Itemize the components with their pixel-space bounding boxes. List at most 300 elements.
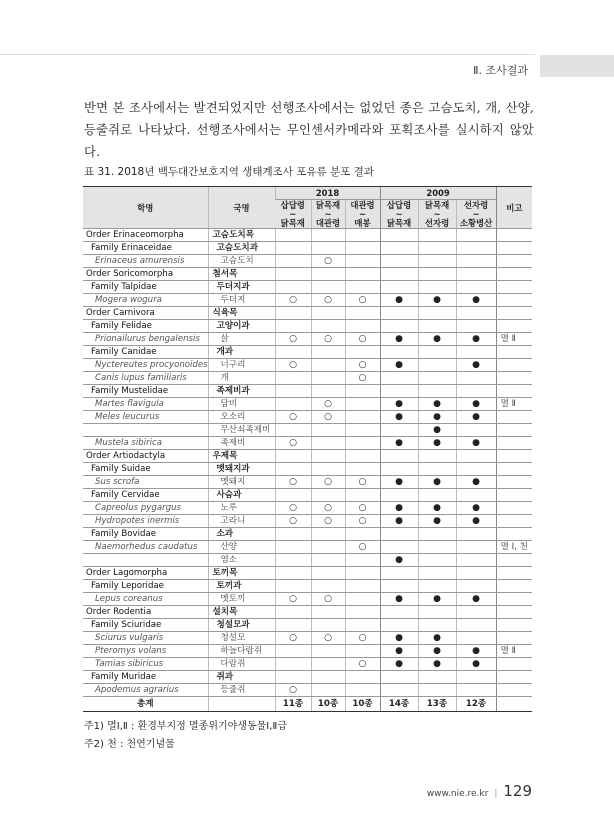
section-label-part: 닭목재 [315, 199, 341, 210]
remarks: 멸 Ⅱ [496, 398, 532, 411]
empty-cell [456, 255, 496, 268]
remarks: 멸 Ⅰ, 천 [496, 541, 532, 554]
remarks [496, 606, 532, 619]
table-row [83, 255, 532, 268]
section-label-part: ~ [324, 208, 332, 219]
remarks [496, 450, 532, 463]
filled-circle-mark: ● [456, 658, 496, 671]
table-row [83, 541, 532, 554]
col-header-section [456, 200, 496, 229]
empty-cell [275, 671, 311, 684]
remarks [496, 619, 532, 632]
korean-name: 우제목 [208, 450, 275, 463]
empty-cell [275, 645, 311, 658]
empty-cell [456, 580, 496, 593]
table-row [83, 450, 532, 463]
empty-cell [456, 372, 496, 385]
filled-circle-mark: ● [418, 476, 456, 489]
empty-cell [345, 463, 380, 476]
remarks [496, 554, 532, 567]
filled-circle-mark: ● [380, 658, 418, 671]
remarks [496, 658, 532, 671]
empty-cell [418, 307, 456, 320]
filled-circle-mark: ● [456, 593, 496, 606]
empty-cell [311, 346, 345, 359]
empty-cell [456, 554, 496, 567]
empty-cell [380, 671, 418, 684]
empty-cell [311, 658, 345, 671]
korean-name: 개 [208, 372, 275, 385]
korean-name: 소과 [208, 528, 275, 541]
section-label-part: 선자령 [463, 199, 489, 210]
header-tab-decoration [540, 55, 614, 77]
page-footer [427, 782, 532, 800]
empty-cell [275, 580, 311, 593]
remarks [496, 242, 532, 255]
table-caption: 표 31. 2018년 백두대간보호지역 생태계조사 포유류 분포 결과 [84, 166, 374, 178]
empty-cell [380, 320, 418, 333]
filled-circle-mark: ● [456, 333, 496, 346]
section-label-part: 삽답령 [386, 199, 412, 210]
empty-cell [380, 684, 418, 697]
empty-cell [345, 320, 380, 333]
empty-cell [456, 632, 496, 645]
scientific-name: Family Talpidae [83, 281, 208, 294]
empty-cell [456, 463, 496, 476]
korean-name: 무산쇠족제비 [208, 424, 275, 437]
total-label: 총계 [83, 697, 208, 712]
korean-name: 청설모 [208, 632, 275, 645]
empty-cell [380, 242, 418, 255]
table-row [83, 489, 532, 502]
filled-circle-mark: ● [418, 294, 456, 307]
empty-cell [311, 528, 345, 541]
remarks [496, 424, 532, 437]
remarks [496, 346, 532, 359]
scientific-name: Mustela sibirica [83, 437, 208, 450]
filled-circle-mark: ● [380, 593, 418, 606]
open-circle-mark: ○ [275, 333, 311, 346]
korean-name: 산양 [208, 541, 275, 554]
empty-cell [456, 281, 496, 294]
korean-name: 고슴도치목 [208, 229, 275, 242]
table-row [83, 528, 532, 541]
scientific-name: Family Suidae [83, 463, 208, 476]
filled-circle-mark: ● [380, 515, 418, 528]
table-row [83, 229, 532, 242]
empty-cell [311, 645, 345, 658]
col-header-section [418, 200, 456, 229]
korean-name: 두더지과 [208, 281, 275, 294]
empty-cell [456, 346, 496, 359]
scientific-name: Family Bovidae [83, 528, 208, 541]
korean-name: 담비 [208, 398, 275, 411]
filled-circle-mark: ● [380, 632, 418, 645]
empty-cell [275, 385, 311, 398]
korean-name: 토끼과 [208, 580, 275, 593]
korean-name: 토끼목 [208, 567, 275, 580]
empty-cell [311, 424, 345, 437]
mammal-distribution-table [83, 186, 532, 712]
remarks [496, 528, 532, 541]
empty-cell [311, 671, 345, 684]
filled-circle-mark: ● [456, 294, 496, 307]
scientific-name: Family Mustelidae [83, 385, 208, 398]
empty-cell [418, 684, 456, 697]
filled-circle-mark: ● [418, 437, 456, 450]
empty-cell [380, 229, 418, 242]
remarks [496, 372, 532, 385]
total-count: 12종 [456, 697, 496, 712]
korean-name: 설치목 [208, 606, 275, 619]
empty-cell [380, 307, 418, 320]
section-label-part: ~ [472, 208, 480, 219]
empty-cell [275, 658, 311, 671]
empty-cell [345, 398, 380, 411]
open-circle-mark: ○ [275, 632, 311, 645]
remarks [496, 359, 532, 372]
remarks: 멸 Ⅱ [496, 645, 532, 658]
scientific-name: Tamias sibiricus [83, 658, 208, 671]
empty-cell [456, 541, 496, 554]
korean-name: 하늘다람쥐 [208, 645, 275, 658]
empty-cell [345, 229, 380, 242]
empty-cell [311, 320, 345, 333]
section-label-part: 닭목재 [424, 199, 450, 210]
empty-cell [345, 281, 380, 294]
empty-cell [380, 424, 418, 437]
scientific-name: Mogera wogura [83, 294, 208, 307]
korean-name: 멧돼지 [208, 476, 275, 489]
filled-circle-mark: ● [380, 502, 418, 515]
empty-cell [345, 450, 380, 463]
empty-cell [418, 554, 456, 567]
total-row [83, 697, 532, 712]
scientific-name: Order Lagomorpha [83, 567, 208, 580]
korean-name: 족제비과 [208, 385, 275, 398]
empty-cell [418, 255, 456, 268]
table-row [83, 502, 532, 515]
empty-cell [345, 567, 380, 580]
table-row [83, 242, 532, 255]
empty-cell [380, 619, 418, 632]
korean-name: 고라니 [208, 515, 275, 528]
section-label-part: 대관령 [315, 217, 341, 228]
open-circle-mark: ○ [311, 502, 345, 515]
table-row [83, 411, 532, 424]
section-title: Ⅱ. 조사결과 [473, 64, 528, 77]
scientific-name: Naemorhedus caudatus [83, 541, 208, 554]
empty-cell [456, 307, 496, 320]
empty-cell [345, 307, 380, 320]
empty-cell [275, 229, 311, 242]
empty-cell [311, 450, 345, 463]
korean-name: 다람쥐 [208, 658, 275, 671]
open-circle-mark: ○ [275, 437, 311, 450]
body-paragraph: 반면 본 조사에서는 발견되었지만 선행조사에서는 없었던 종은 고슴도치, 개, 산양, 등줄쥐로 나타났다. 선행조사에서는 무인센서카메라와 포획조사를 실시하지 않았다. [84, 101, 534, 159]
section-label-part: 매봉 [354, 217, 371, 228]
col-header-2018: 2018 [275, 187, 380, 200]
empty-cell [418, 320, 456, 333]
open-circle-mark: ○ [345, 658, 380, 671]
empty-cell [380, 541, 418, 554]
empty-cell [275, 398, 311, 411]
empty-cell [418, 528, 456, 541]
total-count: 11종 [275, 697, 311, 712]
empty-cell [456, 385, 496, 398]
empty-cell [418, 242, 456, 255]
note-1: 주1) 멸Ⅰ,Ⅱ : 환경부지정 멸종위기야생동물Ⅰ,Ⅱ급 [84, 721, 288, 732]
empty-cell [456, 450, 496, 463]
open-circle-mark: ○ [275, 502, 311, 515]
empty-cell [456, 268, 496, 281]
empty-cell [345, 580, 380, 593]
empty-cell [311, 229, 345, 242]
filled-circle-mark: ● [418, 593, 456, 606]
filled-circle-mark: ● [418, 502, 456, 515]
korean-name: 등줄쥐 [208, 684, 275, 697]
empty-cell [275, 424, 311, 437]
korean-name: 고슴도치 [208, 255, 275, 268]
empty-cell [456, 320, 496, 333]
filled-circle-mark: ● [456, 411, 496, 424]
open-circle-mark: ○ [275, 411, 311, 424]
table-row [83, 684, 532, 697]
open-circle-mark: ○ [311, 476, 345, 489]
empty-cell [380, 255, 418, 268]
table-row [83, 346, 532, 359]
empty-cell [311, 359, 345, 372]
open-circle-mark: ○ [345, 359, 380, 372]
scientific-name: Order Soricomorpha [83, 268, 208, 281]
scientific-name: Family Sciuridae [83, 619, 208, 632]
filled-circle-mark: ● [456, 398, 496, 411]
empty-cell [311, 372, 345, 385]
remarks [496, 476, 532, 489]
scientific-name [83, 554, 208, 567]
empty-cell [418, 229, 456, 242]
empty-cell [208, 697, 275, 712]
empty-cell [456, 229, 496, 242]
footer-url: www.nie.re.kr [426, 789, 489, 799]
empty-cell [311, 307, 345, 320]
empty-cell [345, 671, 380, 684]
filled-circle-mark: ● [380, 398, 418, 411]
open-circle-mark: ○ [275, 359, 311, 372]
scientific-name: Order Artiodactyla [83, 450, 208, 463]
empty-cell [456, 606, 496, 619]
empty-cell [275, 307, 311, 320]
empty-cell [418, 671, 456, 684]
open-circle-mark: ○ [275, 515, 311, 528]
empty-cell [275, 268, 311, 281]
empty-cell [418, 359, 456, 372]
empty-cell [275, 255, 311, 268]
korean-name: 족제비 [208, 437, 275, 450]
korean-name: 염소 [208, 554, 275, 567]
empty-cell [275, 372, 311, 385]
open-circle-mark: ○ [345, 372, 380, 385]
scientific-name: Family Erinaceidae [83, 242, 208, 255]
filled-circle-mark: ● [456, 359, 496, 372]
empty-cell [380, 463, 418, 476]
empty-cell [418, 619, 456, 632]
filled-circle-mark: ● [456, 437, 496, 450]
empty-cell [380, 268, 418, 281]
empty-cell [345, 684, 380, 697]
empty-cell [380, 606, 418, 619]
korean-name: 쥐과 [208, 671, 275, 684]
remarks [496, 502, 532, 515]
open-circle-mark: ○ [311, 515, 345, 528]
empty-cell [275, 242, 311, 255]
scientific-name: Family Canidae [83, 346, 208, 359]
table-row [83, 333, 532, 346]
korean-name: 멧돼지과 [208, 463, 275, 476]
section-label-part: 삽답령 [280, 199, 305, 210]
table-row [83, 385, 532, 398]
table-row [83, 606, 532, 619]
empty-cell [345, 593, 380, 606]
empty-cell [345, 619, 380, 632]
scientific-name: Family Cervidae [83, 489, 208, 502]
remarks [496, 281, 532, 294]
open-circle-mark: ○ [311, 411, 345, 424]
open-circle-mark: ○ [275, 294, 311, 307]
open-circle-mark: ○ [345, 476, 380, 489]
empty-cell [345, 424, 380, 437]
table-row [83, 359, 532, 372]
empty-cell [345, 437, 380, 450]
section-label-part: 닭목재 [280, 217, 305, 228]
empty-cell [456, 528, 496, 541]
remarks [496, 567, 532, 580]
empty-cell [418, 385, 456, 398]
empty-cell [345, 554, 380, 567]
table-row [83, 398, 532, 411]
empty-cell [311, 684, 345, 697]
empty-cell [275, 463, 311, 476]
open-circle-mark: ○ [311, 255, 345, 268]
empty-cell [418, 346, 456, 359]
filled-circle-mark: ● [380, 411, 418, 424]
korean-name: 개과 [208, 346, 275, 359]
empty-cell [345, 255, 380, 268]
remarks [496, 463, 532, 476]
empty-cell [456, 684, 496, 697]
empty-cell [311, 385, 345, 398]
korean-name: 고슴도치과 [208, 242, 275, 255]
scientific-name: Hydropotes inermis [83, 515, 208, 528]
col-header-remarks: 비고 [496, 187, 532, 229]
filled-circle-mark: ● [380, 333, 418, 346]
scientific-name: Family Muridae [83, 671, 208, 684]
col-header-korean-name: 국명 [208, 187, 275, 229]
remarks [496, 268, 532, 281]
empty-cell [275, 450, 311, 463]
filled-circle-mark: ● [380, 645, 418, 658]
scientific-name: Nyctereutes procyonoides [83, 359, 208, 372]
scientific-name: Order Erinaceomorpha [83, 229, 208, 242]
remarks: 멸 Ⅱ [496, 333, 532, 346]
open-circle-mark: ○ [275, 593, 311, 606]
note-2: 주2) 천 : 천연기념물 [84, 739, 175, 750]
remarks [496, 385, 532, 398]
empty-cell [311, 619, 345, 632]
korean-name: 오소리 [208, 411, 275, 424]
section-label-part: ~ [395, 208, 403, 219]
empty-cell [380, 372, 418, 385]
table-row [83, 307, 532, 320]
table-notes [84, 718, 287, 754]
total-count: 10종 [345, 697, 380, 712]
filled-circle-mark: ● [380, 294, 418, 307]
section-label-part: ~ [289, 208, 297, 219]
table-row [83, 515, 532, 528]
table-row [83, 463, 532, 476]
footer-separator: | [494, 789, 498, 799]
empty-cell [345, 268, 380, 281]
empty-cell [311, 437, 345, 450]
open-circle-mark: ○ [345, 502, 380, 515]
scientific-name: Order Rodentia [83, 606, 208, 619]
empty-cell [345, 606, 380, 619]
empty-cell [311, 463, 345, 476]
filled-circle-mark: ● [380, 437, 418, 450]
empty-cell [275, 528, 311, 541]
filled-circle-mark: ● [418, 515, 456, 528]
korean-name: 너구리 [208, 359, 275, 372]
section-label-part: 대관령 [350, 199, 375, 210]
open-circle-mark: ○ [311, 593, 345, 606]
scientific-name: Meles leucurus [83, 411, 208, 424]
scientific-name: Pteromys volans [83, 645, 208, 658]
table-row [83, 281, 532, 294]
empty-cell [275, 619, 311, 632]
empty-cell [418, 450, 456, 463]
page-number: 129 [503, 782, 532, 800]
korean-name: 청설모과 [208, 619, 275, 632]
remarks [496, 294, 532, 307]
empty-cell [311, 489, 345, 502]
section-label-part: 닭목재 [386, 217, 412, 228]
open-circle-mark: ○ [311, 632, 345, 645]
table-row [83, 554, 532, 567]
col-header-section [380, 200, 418, 229]
empty-cell [345, 385, 380, 398]
korean-name: 사슴과 [208, 489, 275, 502]
korean-name: 멧토끼 [208, 593, 275, 606]
filled-circle-mark: ● [418, 411, 456, 424]
remarks [496, 489, 532, 502]
empty-cell [275, 567, 311, 580]
empty-cell [418, 268, 456, 281]
table-row [83, 320, 532, 333]
empty-cell [496, 697, 532, 712]
table-row [83, 268, 532, 281]
filled-circle-mark: ● [418, 645, 456, 658]
table-row [83, 476, 532, 489]
korean-name: 고양이과 [208, 320, 275, 333]
empty-cell [418, 372, 456, 385]
open-circle-mark: ○ [345, 632, 380, 645]
empty-cell [311, 554, 345, 567]
remarks [496, 411, 532, 424]
empty-cell [311, 541, 345, 554]
scientific-name: Sciurus vulgaris [83, 632, 208, 645]
empty-cell [418, 580, 456, 593]
empty-cell [311, 281, 345, 294]
